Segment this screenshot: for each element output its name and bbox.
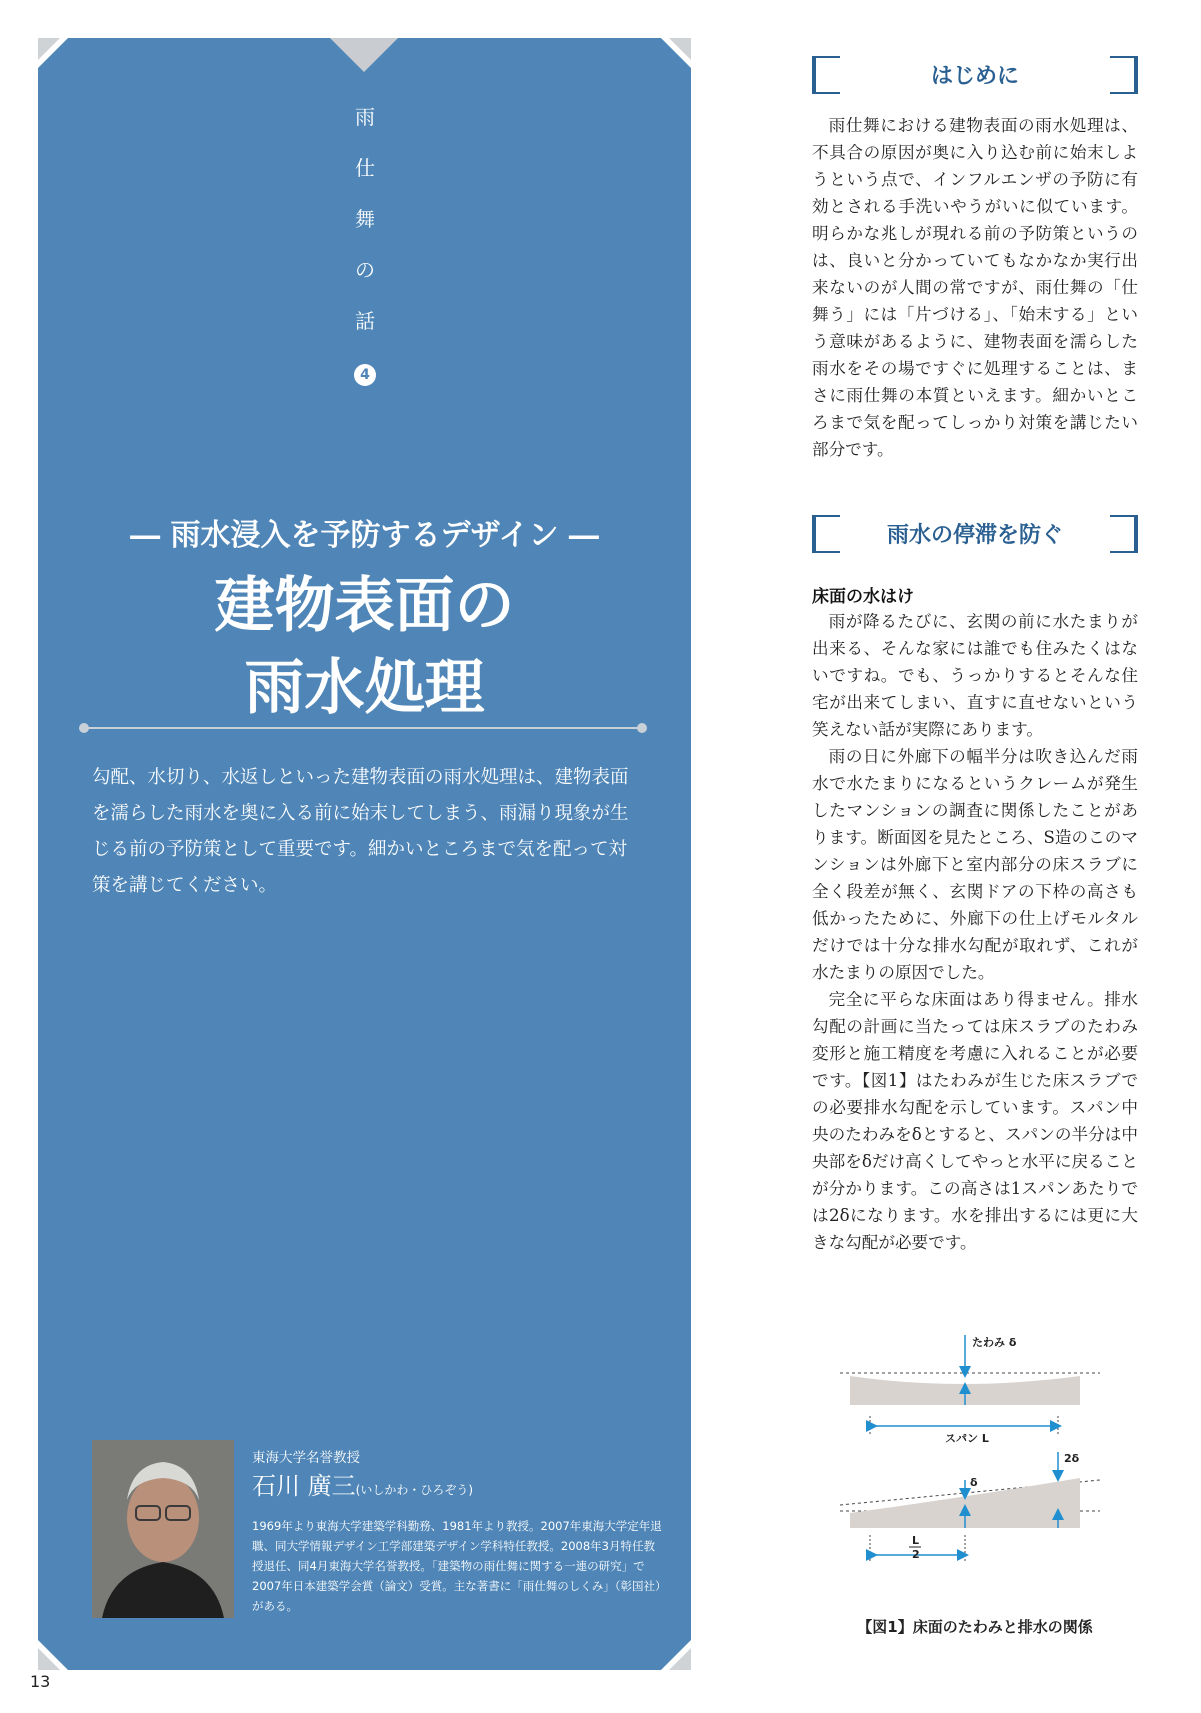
section-heading-label: 雨水の停滞を防ぐ [886,522,1063,548]
label-half-denominator: 2 [912,1548,920,1561]
series-char: 雨 [355,105,375,129]
divider-rule [84,727,642,729]
label-span: スパン L [945,1432,989,1445]
label-half-numerator: L [912,1534,920,1547]
series-char: 舞 [355,207,375,231]
author-photo [92,1440,234,1618]
section-body [812,112,1138,463]
body-paragraph: 雨が降るたびに、玄関の前に水たまりが出来る、そんな家には誰でも住みたくはないですね。でも、うっかりするとそんな住宅が出来てしまい、直すに直せないという笑えない話が実際にあります。 [812,612,1138,739]
body-paragraph: 完全に平らな床面はあり得ません。排水勾配の計画に当たっては床スラブのたわみ変形と施工精度を考慮に入れることが必要です。【図1】はたわみが生じた床スラブでの必要排水勾配を示しています。スパン中央のたわみをδとすると、スパンの半分は中央部をδだけ高くしてやっと水平に戻ることが分かります。この高さは1スパンあたりでは2δになります。水を排出するには更に大きな勾配が必要です。 [812,990,1138,1252]
series-char: 仕 [355,156,375,180]
title-line: 建物表面の [214,571,515,641]
label-delta: δ [970,1476,978,1489]
section-body [812,608,1138,1256]
body-paragraph: 雨仕舞における建物表面の雨水処理は、不具合の原因が奥に入り込む前に始末しようという点で、インフルエンザの予防に有効とされる手洗いやうがいに似ています。明らかな兆しが現れる前の予防策というのは、良いと分かっていてもなかなか実行出来ないのが人間の常ですが、雨仕舞の「仕舞う」には「片づける」、「始末する」という意味があるように、建物表面を濡らした雨水をその場ですぐに処理することは、まさに雨仕舞の本質といえます。細かいところまで気を配ってしっかり対策を講じたい部分です。 [812,116,1138,459]
figure-caption: 【図1】床面のたわみと排水の関係 [857,1618,1093,1636]
subsection-heading: 床面の水はけ [812,587,914,607]
title-line: 雨水処理 [244,653,485,723]
author-name [252,1466,473,1501]
body-paragraph: 雨の日に外廊下の幅半分は吹き込んだ雨水で水たまりになるというクレームが発生したマンションの調査に関係したことがあります。断面図を見たところ、S造のこのマンションは外廊下と室内部分の床スラブに全く段差が無く、玄関ドアの下枠の高さも低かったために、外廊下の仕上げモルタルだけでは十分な排水勾配が取れず、これが水たまりの原因でした。 [812,747,1138,982]
series-char: 話 [355,309,375,333]
author-affiliation: 東海大学名誉教授 [252,1450,360,1466]
label-2delta: 2δ [1064,1452,1080,1465]
divider-dot [637,723,647,733]
section-heading-label: はじめに [930,63,1019,89]
article-subtitle: ― 雨水浸入を予防するデザイン ― [130,518,599,553]
section-heading [812,515,1138,553]
series-char: の [355,258,375,282]
label-deflection: たわみ δ [972,1336,1017,1349]
page-number: 13 [30,1672,51,1691]
author-name-reading: (いしかわ・ひろぞう) [355,1483,474,1497]
author-name-text: 石川 廣三 [252,1472,356,1500]
divider-dot [79,723,89,733]
article-title [38,565,691,729]
figure-slab-deflection [840,1330,1110,1640]
lead-paragraph: 勾配、水切り、水返しといった建物表面の雨水処理は、建物表面を濡らした雨水を奥に入る前に始末してしまう、雨漏り現象が生じる前の予防策として重要です。細かいところまで気を配って対策を講じてください。 [92,767,629,896]
series-number-badge: 4 [354,364,376,386]
top-notch-triangle [330,38,398,72]
section-heading [812,56,1138,94]
series-label [350,92,380,398]
author-bio: 1969年より東海大学建築学科勤務、1981年より教授。2007年東海大学定年退職、同大学情報デザイン工学部建築デザイン学科特任教授。2008年3月特任教授退任、同4月東海大学名誉教授。「建築物の雨仕舞に関する一連の研究」で2007年日本建築学会賞（論文）受賞。主な著書に「雨仕舞のしくみ」（彰国社）がある。 [252,1519,662,1613]
